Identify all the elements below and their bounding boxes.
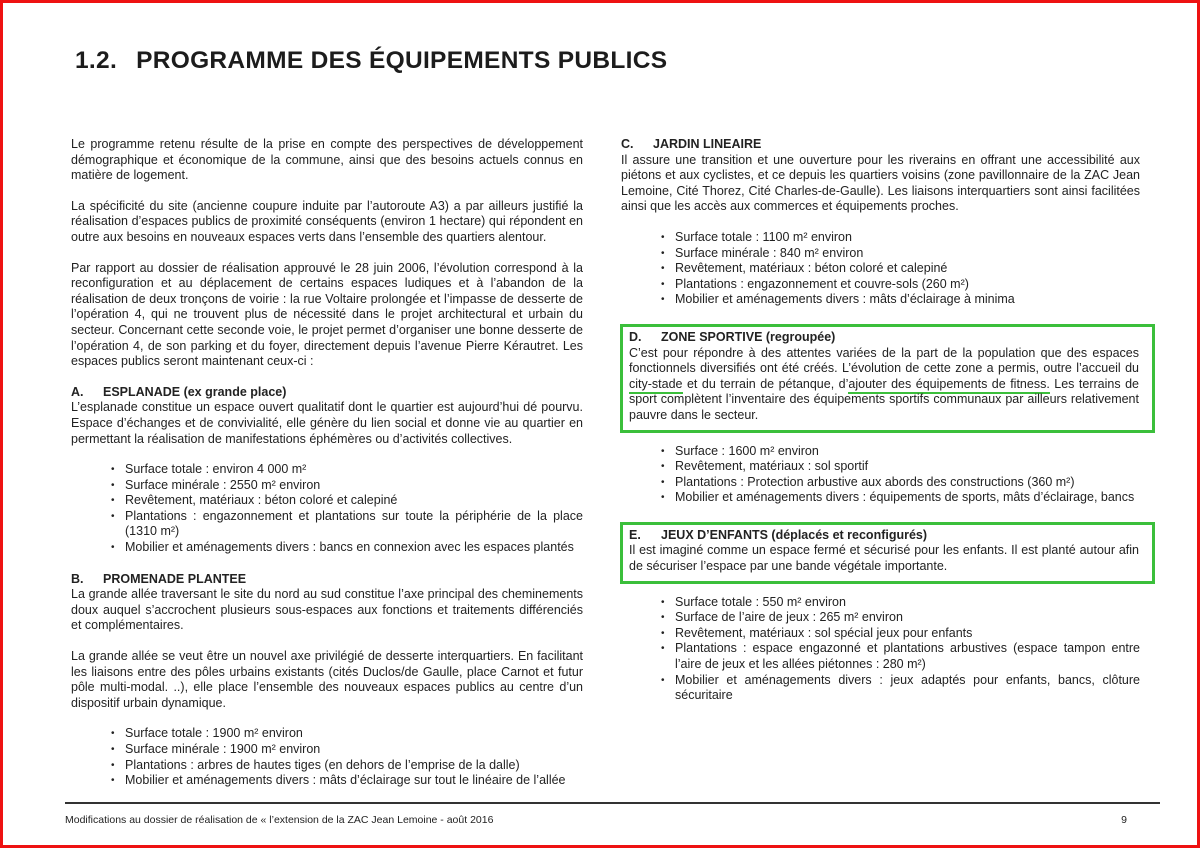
list-item — [111, 773, 583, 789]
underlined-text: ajouter des équipements de fitness. — [848, 377, 1049, 394]
list-item-text: Surface totale : 1900 m² environ — [125, 726, 303, 741]
section-body: C’est pour répondre à des attentes variées de la part de la population que des espaces fonctionnels diversifiés ont été créés. L’évolution de cette zone a permis, outre l’accueil du city-stade et du terrain de pétanque, d’ajouter des équipements de fitness. Les terrains de sport complètent l’inventaire des équipements sportifs communaux par ailleurs relativement pauvre dans le secteur. — [629, 345, 1139, 422]
bullet-marker: • — [661, 294, 665, 306]
list-item — [661, 246, 1140, 262]
left-column — [71, 137, 583, 805]
bullet-marker: • — [661, 461, 665, 473]
section-body: La grande allée traversant le site du nord au sud constitue l’axe principal des cheminements doux auquel s’accrochent plusieurs sous-espaces aux fonctions et traitements différenciés et complémentaires. — [71, 587, 583, 633]
section-number: 1.2. — [75, 47, 118, 74]
intro-paragraph: Le programme retenu résulte de la prise en compte des perspectives de développement démographique et économique de la commune, ainsi que des besoins actuels connus en matière de logement. — [71, 137, 583, 183]
section-body: Il est imaginé comme un espace fermé et sécurisé pour les enfants. Il est planté autour afin de sécuriser l’espace par une bande végétale importante. — [629, 543, 1139, 574]
bullet-marker: • — [661, 445, 665, 457]
bullet-marker: • — [661, 596, 665, 608]
bullet-list — [71, 462, 583, 556]
section-body: L’esplanade constitue un espace ouvert qualitatif dont le quartier est aujourd’hui dé pourvu. Espace d’échanges et de convivialité, elle génère du lien social et donne vie au quartier en permettant la réalisation de manifestations éphémères ou d’activités collectives. — [71, 400, 583, 446]
list-item — [661, 444, 1140, 460]
bullet-marker: • — [661, 278, 665, 290]
list-item — [111, 726, 583, 742]
list-item — [661, 595, 1140, 611]
section-zone-sportive — [621, 324, 1140, 506]
section-letter: C. — [621, 137, 634, 151]
bullet-marker: • — [661, 476, 665, 488]
section-heading — [621, 137, 1140, 153]
list-item — [111, 540, 583, 556]
bullet-marker: • — [111, 464, 115, 476]
bullet-marker: • — [111, 542, 115, 554]
section-heading — [71, 572, 583, 588]
section-heading-text: ESPLANADE (ex grande place) — [103, 384, 287, 399]
list-item-text: Mobilier et aménagements divers : équipements de sports, mâts d’éclairage, bancs — [675, 490, 1135, 505]
list-item — [661, 475, 1140, 491]
section-letter: B. — [71, 571, 84, 586]
list-item-text: Mobilier et aménagements divers : mâts d’éclairage à minima — [675, 292, 1015, 307]
list-item-text: Plantations : engazonnement et plantations sur toute la périphérie de la place (1310 m²) — [125, 508, 583, 539]
bullet-marker: • — [661, 231, 665, 243]
list-item-text: Mobilier et aménagements divers : bancs en connexion avec les espaces plantés — [125, 540, 574, 555]
list-item-text: Revêtement, matériaux : béton coloré et calepiné — [675, 261, 948, 276]
list-item-text: Surface totale : environ 4 000 m² — [125, 462, 307, 477]
section-heading-text: JARDIN LINEAIRE — [653, 137, 762, 151]
list-item — [111, 758, 583, 774]
list-item — [661, 292, 1140, 308]
bullet-marker: • — [111, 775, 115, 787]
list-item-text: Mobilier et aménagements divers : jeux adaptés pour enfants, bancs, clôture sécuritaire — [675, 672, 1140, 703]
section-esplanade — [71, 385, 583, 556]
section-heading-text: PROMENADE PLANTEE — [103, 571, 247, 586]
two-column-layout — [71, 137, 1140, 805]
list-item-text: Surface de l’aire de jeux : 265 m² environ — [675, 610, 903, 625]
list-item — [661, 673, 1140, 704]
list-item — [661, 230, 1140, 246]
bullet-marker: • — [111, 728, 115, 740]
bullet-marker: • — [661, 492, 665, 504]
list-item-text: Plantations : Protection arbustive aux abords des constructions (360 m²) — [675, 474, 1075, 489]
list-item-text: Surface minérale : 840 m² environ — [675, 245, 864, 260]
list-item — [661, 490, 1140, 506]
highlight-box-zone-sportive — [620, 324, 1155, 433]
section-jardin-lineaire — [621, 137, 1140, 308]
section-title-text: PROGRAMME DES ÉQUIPEMENTS PUBLICS — [136, 47, 668, 74]
list-item — [111, 462, 583, 478]
list-item-text: Revêtement, matériaux : sol spécial jeux pour enfants — [675, 625, 973, 640]
list-item-text: Plantations : engazonnement et couvre-sols (260 m²) — [675, 276, 969, 291]
list-item — [111, 509, 583, 540]
section-letter: A. — [71, 384, 84, 399]
bullet-list — [621, 444, 1140, 506]
bullet-marker: • — [661, 263, 665, 275]
list-item — [661, 626, 1140, 642]
bullet-marker: • — [661, 643, 665, 655]
bullet-marker: • — [111, 495, 115, 507]
right-column — [621, 137, 1140, 805]
section-heading-text: ZONE SPORTIVE (regroupée) — [661, 329, 836, 344]
page-title — [75, 47, 667, 75]
section-jeux-enfants — [621, 522, 1140, 704]
section-heading — [71, 385, 583, 401]
section-body: La grande allée se veut être un nouvel axe privilégié de desserte interquartiers. En facilitant les liaisons entre des pôles urbains existants (cités Duclos/de Gaulle, place Carnot et futur pôle multi-modal. ..), elle place l’ensemble des nouveaux espaces publics au centre d’un dispositif urbain dynamique. — [71, 649, 583, 710]
list-item-text: Surface minérale : 1900 m² environ — [125, 742, 321, 756]
section-letter: D. — [629, 329, 642, 344]
section-letter: E. — [629, 527, 641, 542]
list-item — [111, 493, 583, 509]
bullet-list — [621, 230, 1140, 308]
bullet-marker: • — [661, 612, 665, 624]
section-body: Il assure une transition et une ouverture pour les riverains en offrant une accessibilité aux piétons et aux cyclistes, et ce depuis les quartiers voisins (zone pavillonnaire de la ZAC Jean Lemoine, Cité Thorez, Cité Charles-de-Gaulle). Les liaisons interquartiers sont ainsi facilitées ainsi que les accès aux commerces et équipements proches. — [621, 152, 1140, 214]
list-item-text: Revêtement, matériaux : sol sportif — [675, 459, 869, 474]
list-item — [661, 277, 1140, 293]
section-promenade-plantee — [71, 572, 583, 789]
list-item-text: Plantations : arbres de hautes tiges (en dehors de l’emprise de la dalle) — [125, 757, 520, 772]
list-item-text: Mobilier et aménagements divers : mâts d’éclairage sur tout le linéaire de l’allée — [125, 773, 566, 788]
list-item — [661, 261, 1140, 277]
page-footer — [65, 802, 1160, 826]
list-item — [661, 641, 1140, 672]
intro-paragraph: Par rapport au dossier de réalisation approuvé le 28 juin 2006, l’évolution correspond à la reconfiguration et au déplacement de certains espaces ludiques et à l’abandon de la réalisation de deux tronçons de voirie : la rue Voltaire prolongée et l’impasse de desserte de l’opération 4, qui ne trouvent plus de nécessité dans le projet architectural et urbain du secteur. Concernant cette seconde voie, le projet permet d’organiser une bonne desserte de l’opération 4, de son parking et du foyer, directement depuis l’avenue Pierre Kérautret. Les espaces publics seront maintenant ceux-ci : — [71, 260, 583, 369]
section-heading-text: JEUX D’ENFANTS (déplacés et reconfigurés) — [661, 527, 928, 542]
list-item-text: Revêtement, matériaux : béton coloré et calepiné — [125, 493, 398, 508]
intro-paragraph: La spécificité du site (ancienne coupure induite par l’autoroute A3) a par ailleurs justifié la réalisation d’espaces publics de proximité conséquents (environ 1 hectare) qui répondent en outre aux besoins en nouveaux espaces verts dans l’ensemble des quartiers alentour. — [71, 198, 583, 244]
list-item-text: Surface totale : 550 m² environ — [675, 594, 846, 609]
bullet-marker: • — [111, 744, 115, 755]
section-heading — [629, 330, 1139, 346]
bullet-marker: • — [661, 674, 665, 686]
bullet-list — [71, 726, 583, 788]
list-item-text: Surface totale : 1100 m² environ — [675, 229, 852, 244]
bullet-list — [621, 595, 1140, 704]
bullet-marker: • — [111, 759, 115, 771]
footer-text: Modifications au dossier de réalisation de « l’extension de la ZAC Jean Lemoine - août 2016 — [65, 814, 494, 826]
highlight-box-jeux-enfants — [620, 522, 1155, 584]
bullet-marker: • — [661, 627, 665, 639]
list-item-text: Surface : 1600 m² environ — [675, 443, 819, 458]
list-item-text: Plantations : espace engazonné et plantations arbustives (espace tampon entre l’aire de jeux et les allées piétonnes : 280 m²) — [675, 641, 1140, 672]
list-item — [661, 610, 1140, 626]
page-number: 9 — [1121, 814, 1127, 826]
bullet-marker: • — [111, 479, 115, 491]
bullet-marker: • — [661, 247, 665, 259]
list-item — [661, 459, 1140, 475]
section-heading — [629, 528, 1139, 544]
bullet-marker: • — [111, 510, 115, 522]
list-item — [111, 742, 583, 758]
underlined-text: city-stade — [629, 377, 683, 394]
list-item-text: Surface minérale : 2550 m² environ — [125, 477, 321, 492]
list-item — [111, 478, 583, 494]
